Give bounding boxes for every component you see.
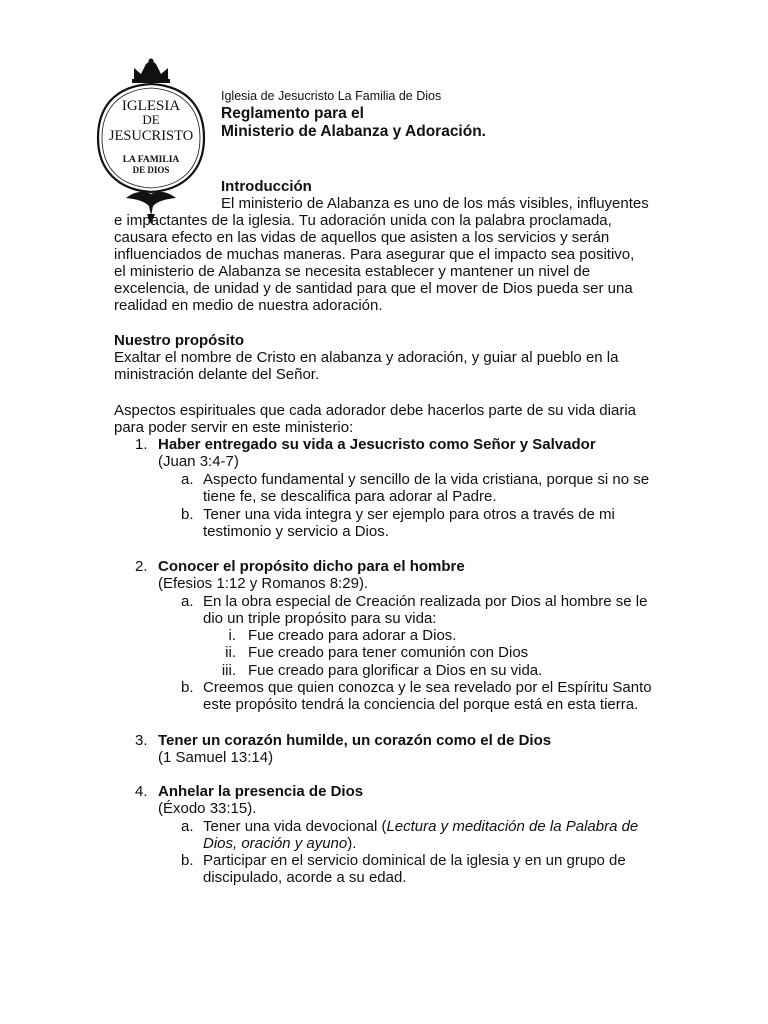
- list-number: 1.: [135, 436, 148, 453]
- sub-item-label: b.: [181, 506, 194, 523]
- aspects-intro-line: para poder servir en este ministerio:: [114, 419, 354, 436]
- roman-item-text: Fue creado para glorificar a Dios en su vida.: [248, 662, 543, 679]
- intro-line: el ministerio de Alabanza se necesita establecer y mantener un nivel de: [114, 263, 591, 280]
- sub-item-text-italic: Lectura y meditación de la Palabra de: [386, 818, 639, 835]
- organization-name: Iglesia de Jesucristo La Familia de Dios: [221, 89, 442, 103]
- sub-item-text: Aspecto fundamental y sencillo de la vida cristiana, porque si no se: [203, 471, 650, 488]
- document-title-line1: Reglamento para el: [221, 105, 364, 122]
- sub-item-label: b.: [181, 852, 194, 869]
- scripture-reference: (Juan 3:4-7): [158, 453, 239, 470]
- purpose-line: ministración delante del Señor.: [114, 366, 320, 383]
- sub-item-text: discipulado, acorde a su edad.: [203, 869, 407, 886]
- purpose-line: Exaltar el nombre de Cristo en alabanza y adoración, y guiar al pueblo en la: [114, 349, 619, 366]
- logo-line3: JESUCRISTO: [108, 128, 194, 144]
- scripture-reference: (Éxodo 33:15).: [158, 800, 257, 817]
- sub-item-label: b.: [181, 679, 194, 696]
- scripture-reference: (Efesios 1:12 y Romanos 8:29).: [158, 575, 369, 592]
- list-number: 2.: [135, 558, 148, 575]
- scripture-reference: (1 Samuel 13:14): [158, 749, 274, 766]
- purpose-heading: Nuestro propósito: [114, 332, 244, 349]
- sub-item-text: [203, 818, 638, 835]
- church-logo: [94, 58, 208, 228]
- roman-label: iii.: [221, 662, 236, 679]
- sub-item-text: En la obra especial de Creación realizada por Dios al hombre se le: [203, 593, 648, 610]
- sub-item-text: Creemos que quien conozca y le sea revelado por el Espíritu Santo: [203, 679, 652, 696]
- list-item-title: Haber entregado su vida a Jesucristo como Señor y Salvador: [158, 436, 596, 453]
- sub-item-label: a.: [181, 471, 194, 488]
- document-title-line2: Ministerio de Alabanza y Adoración.: [221, 123, 486, 140]
- roman-label: i.: [228, 627, 236, 644]
- logo-line1: IGLESIA: [121, 98, 181, 114]
- list-number: 3.: [135, 732, 148, 749]
- list-number: 4.: [135, 783, 148, 800]
- logo-line4: LA FAMILIA: [122, 155, 180, 165]
- intro-line: excelencia, de unidad y de santidad para que el mover de Dios pueda ser una: [114, 280, 633, 297]
- sub-item-text-plain: Tener una vida devocional (: [203, 818, 387, 835]
- aspects-intro-line: Aspectos espirituales que cada adorador debe hacerlos parte de su vida diaria: [114, 402, 636, 419]
- intro-line: causara efecto en las vidas de aquellos que asisten a los servicios y serán: [114, 229, 610, 246]
- list-item-title: Anhelar la presencia de Dios: [158, 783, 364, 800]
- list-item-title: Tener un corazón humilde, un corazón como el de Dios: [158, 732, 552, 749]
- sub-item-label: a.: [181, 593, 194, 610]
- intro-line: influenciados de muchas maneras. Para asegurar que el impacto sea positivo,: [114, 246, 635, 263]
- roman-label: ii.: [225, 644, 236, 661]
- crown-icon: [132, 59, 170, 84]
- intro-line: e impactantes de la iglesia. Tu adoración unida con la palabra proclamada,: [114, 212, 612, 229]
- sub-item-text: este propósito tendrá la conciencia del porque está en esta tierra.: [203, 696, 639, 713]
- intro-line: realidad en medio de nuestra adoración.: [114, 297, 383, 314]
- sub-item-text-plain: ).: [347, 835, 357, 852]
- roman-item-text: Fue creado para tener comunión con Dios: [248, 644, 529, 661]
- list-item-title: Conocer el propósito dicho para el hombre: [158, 558, 465, 575]
- sub-item-text-italic: Dios, oración y ayuno: [203, 835, 348, 852]
- logo-line2: DE: [142, 112, 160, 127]
- intro-line: El ministerio de Alabanza es uno de los más visibles, influyentes: [221, 195, 649, 212]
- sub-item-text: [203, 835, 356, 852]
- roman-item-text: Fue creado para adorar a Dios.: [248, 627, 457, 644]
- sub-item-text: tiene fe, se descalifica para adorar al Padre.: [203, 488, 497, 505]
- sub-item-text: Participar en el servicio dominical de la iglesia y en un grupo de: [203, 852, 626, 869]
- sub-item-label: a.: [181, 818, 194, 835]
- sub-item-text: testimonio y servicio a Dios.: [203, 523, 389, 540]
- logo-line5: DE DIOS: [132, 165, 170, 175]
- sub-item-text: dio un triple propósito para su vida:: [203, 610, 437, 627]
- intro-heading: Introducción: [221, 178, 312, 195]
- sub-item-text: Tener una vida integra y ser ejemplo para otros a través de mi: [203, 506, 615, 523]
